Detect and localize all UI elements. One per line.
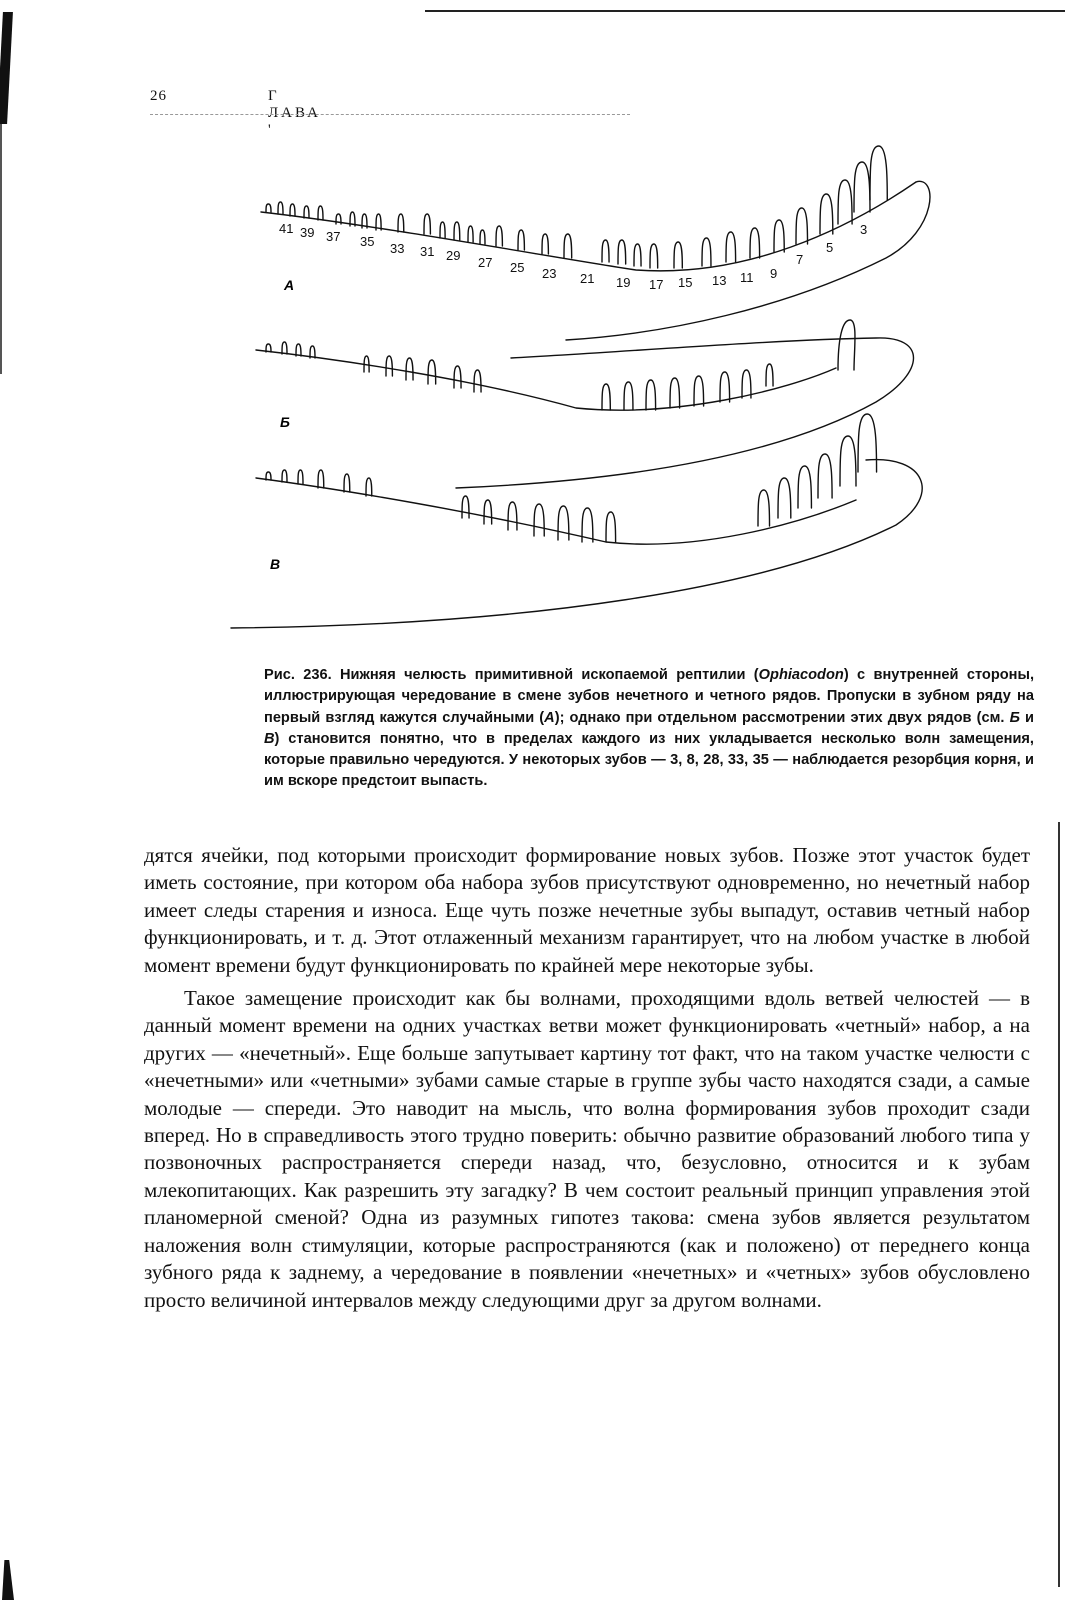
tooth-number: 25 [510,260,525,275]
figure-caption [264,665,1034,793]
tooth [344,474,350,492]
tooth-number: 31 [420,244,435,259]
tooth [602,384,610,410]
tooth [778,478,791,518]
tooth [534,504,544,536]
jaw-b-teeth [266,320,855,410]
tooth-number: 23 [542,266,557,281]
tooth-number: 5 [826,240,834,255]
tooth [606,512,616,542]
tooth-number: 37 [326,229,341,244]
panel-label-b: Б [280,414,290,430]
tooth [454,366,461,388]
tooth-number: 29 [446,248,461,263]
tooth [646,380,656,410]
caption-part: и [1019,709,1034,726]
tooth [670,378,680,408]
caption-ref-v: В [264,730,275,747]
tooth [650,244,658,268]
jaw-a-tooth-row [261,182,916,271]
caption-part: ) становится понятно, что в пределах каждого из них укладывается несколько волн замещения, которые правильно чередуются. У некоторых зубов — 3, 8, 28, 33, 35 — наблюдается резорбция корня, и им вскоре предстоит выпасть. [264,730,1034,790]
tooth-number: 27 [478,255,493,270]
tooth [796,208,808,244]
tooth [290,204,295,216]
caption-genus: Ophiacodon [758,667,844,683]
scan-top-rule [425,10,1065,12]
tooth [694,376,704,406]
caption-part: ) с внутренней стороны, иллюстрирующая чередование в смене зубов нечетного и четного рядов. Пропуски в зубном ряду на первый взгляд кажутся случайными ( [264,667,1035,726]
tooth [674,242,682,268]
tooth [278,202,283,214]
tooth-number: 41 [279,221,294,236]
tooth-number: 39 [300,225,315,240]
tooth [454,222,460,240]
tooth [282,470,287,482]
tooth [428,360,436,384]
scan-right-edge-line [1058,822,1060,1587]
scan-left-edge-line [0,124,2,374]
scan-left-edge-mark [0,12,13,124]
tooth [766,364,773,386]
jaw-a-teeth [266,146,887,268]
tooth-number: 21 [580,271,595,286]
tooth [838,320,855,370]
tooth [618,240,626,264]
tooth [854,162,870,212]
tooth [858,414,877,472]
tooth [282,342,287,354]
tooth-number: 15 [678,275,693,290]
tooth [508,502,517,530]
tooth [440,222,445,238]
paragraph: дятся ячейки, под которыми происходит формирование новых зубов. Позже этот участок будет иметь состояние, при котором оба набора зубов присутствуют одновременно, но нечетный набор имеет следы старения и износа. Еще чуть позже нечетные зубы выпадут, оставив четный набор функционировать, и т. д. Этот отлаженный механизм гарантирует, что на любом участке в любой момент времени будут функционировать по крайней мере некоторые зубы. [144,843,1030,977]
jaw-a-tooth-numbers [279,221,867,292]
tooth [742,370,751,398]
tooth [720,372,730,402]
tooth [758,490,770,526]
running-head-rule [150,114,630,115]
tooth [398,214,404,232]
tooth-number: 35 [360,234,375,249]
tooth [726,232,736,262]
tooth [624,382,633,410]
tooth [558,506,569,540]
tooth [564,234,572,258]
jaw-figure [226,140,946,640]
tooth-number: 7 [796,252,804,267]
tooth [480,230,485,244]
jaw-illustration [226,140,946,640]
tooth [702,238,711,266]
tooth [462,496,469,518]
tooth-number: 3 [860,222,868,237]
tooth [424,214,430,234]
jaw-v-tooth-row [256,478,856,544]
caption-part: Рис. 236. Нижняя челюсть примитивной ископаемой рептилии ( [264,667,759,683]
caption-ref-a: А [544,709,555,726]
tooth-number: 17 [649,277,664,292]
tooth [820,194,833,234]
jaw-v-teeth [266,414,877,542]
jaw-b-tooth-row [256,350,836,410]
tooth [496,226,502,246]
tooth [838,180,852,224]
tooth [840,436,856,486]
tooth-number: 13 [712,273,727,288]
tooth [304,206,309,218]
tooth-number: 19 [616,275,631,290]
tooth [386,356,392,376]
tooth [542,234,548,254]
panel-label-v: В [270,556,281,572]
tooth [870,146,887,200]
tooth [774,220,784,252]
body-text [144,842,1030,1314]
tooth [474,370,481,392]
tooth [634,244,641,266]
tooth [318,206,323,220]
jaw-b-outline [456,338,914,488]
tooth [798,466,811,508]
tooth [750,228,760,258]
paragraph: Такое замещение происходит как бы волнами, проходящими вдоль ветвей челюстей — в данный момент времени на одних участках ветви может функционировать «четный» набор, а на других — «нечетный». Еще больше запутывает картину тот факт, что на таком участке челюсти с «нечетными» или «четными» зубами самые старые в группе зубы часто находятся сзади, а самые молодые — спереди. Это наводит на мысль, что волна формирования зубов проходит сзади вперед. Но в справедливость этого трудно поверить: обычно развитие образований любого типа у позвоночных распространяется спереди назад, что, безусловно, относится и к зубам млекопитающих. Как разрешить эту загадку? В чем состоит реальный принцип управления этой планомерной сменой? Одна из разумных гипотез такова: смена зубов является результатом наложения волн стимуляции, которые распространяются (как и положено) от переднего конца зубного ряда к заднему, а чередование в появлении «нечетных» и «четных» зубов обусловлено просто величиной интервалов между следующими друг за другом волнами. [144,986,1030,1312]
tooth [266,204,271,212]
tooth [318,470,324,488]
caption-ref-b: Б [1009,709,1020,726]
tooth [484,500,492,524]
tooth [518,230,524,250]
chapter-title: Г ЛАВА ' [268,88,321,138]
tooth [298,470,303,484]
tooth [468,226,473,242]
panel-label-a: А [284,277,295,293]
tooth [406,358,413,380]
tooth-number: 11 [740,270,754,285]
tooth [364,356,369,372]
tooth [818,454,832,498]
tooth-number: 9 [770,266,778,281]
scan-bottom-mark [2,1560,14,1600]
tooth [366,478,372,496]
caption-part: ); однако при отдельном рассмотрении этих двух рядов (см. [554,709,1010,726]
page-number: 26 [150,88,167,104]
tooth-number: 33 [390,241,405,256]
tooth [602,240,609,262]
